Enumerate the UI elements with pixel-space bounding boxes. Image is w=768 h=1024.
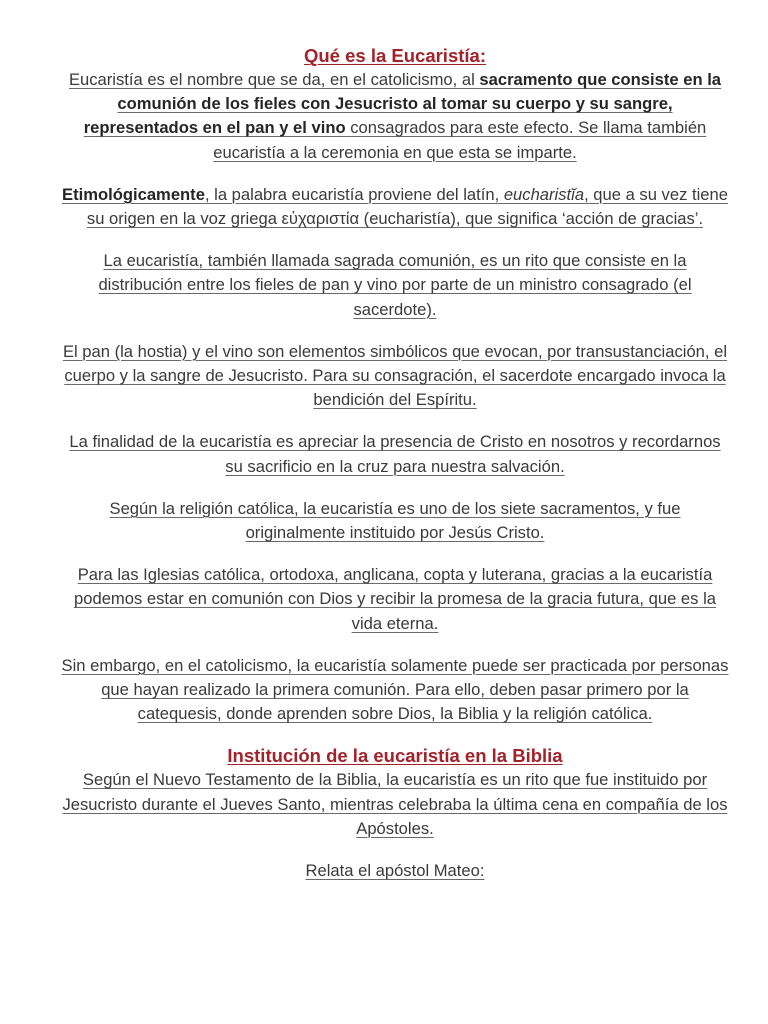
definition-text-end: consagrados para este efecto. Se llama también eucaristía a la ceremonia en que esta se imparte. [213,118,707,162]
etymology-text-2: , que a su vez tiene su origen en la voz griega εὐχαριστία (eucharistía), que significa ‘acción de gracias’. [86,184,728,229]
etymology-text-1: , la palabra eucaristía proviene del latín, [204,184,504,204]
document-page [60,44,730,901]
paragraph-etymology [60,183,730,231]
paragraph-finalidad: La finalidad de la eucaristía es apreciar la presencia de Cristo en nosotros y recordarnos su sacrificio en la cruz para nuestra salvación. [69,432,721,476]
etymology-latin-term: eucharistĭa [503,184,585,204]
paragraph-sagrada-comunion: La eucaristía, también llamada sagrada comunión, es un rito que consiste en la distribución entre los fieles de pan y vino por parte de un ministro consagrado (el sacerdote). [98,251,692,319]
paragraph-mateo: Relata el apóstol Mateo: [305,861,485,881]
section-heading-que-es: Qué es la Eucaristía: [303,45,486,66]
paragraph-iglesias: Para las Iglesias católica, ortodoxa, anglicana, copta y luterana, gracias a la eucaristía podemos estar en comunión con Dios y recibir la promesa de la gracia futura, que es la vida eterna. [74,565,716,633]
paragraph-sacramentos: Según la religión católica, la eucaristía es uno de los siete sacramentos, y fue originalmente instituido por Jesús Cristo. [109,498,681,543]
paragraph-nuevo-testamento: Según el Nuevo Testamento de la Biblia, la eucaristía es un rito que fue instituido por Jesucristo durante el Jueves Santo, mientras celebraba la última cena en compañía de los Apóstoles. [62,770,728,838]
paragraph-pan-vino: El pan (la hostia) y el vino son elementos simbólicos que evocan, por transustanciación, el cuerpo y la sangre de Jesucristo. Para su consagración, el sacerdote encargado invoca la bendición del Espíritu. [62,341,728,410]
paragraph-primera-comunion: Sin embargo, en el catolicismo, la eucaristía solamente puede ser practicada por personas que hayan realizado la primera comunión. Para ello, deben pasar primero por la catequesis, donde aprenden sobre Dios, la Biblia y la religión católica. [61,655,729,724]
definition-bold-text: sacramento que consiste en la comunión de los fieles con Jesucristo al tomar su cuerpo y su sangre, representados en el pan y el vino [83,70,722,138]
definition-text-start: Eucaristía es el nombre que se da, en el catolicismo, al [68,70,480,89]
etymology-bold-term: Etimológicamente [62,184,205,204]
paragraph-definition [60,68,730,165]
section-heading-institucion: Institución de la eucaristía en la Biblia [227,745,563,767]
